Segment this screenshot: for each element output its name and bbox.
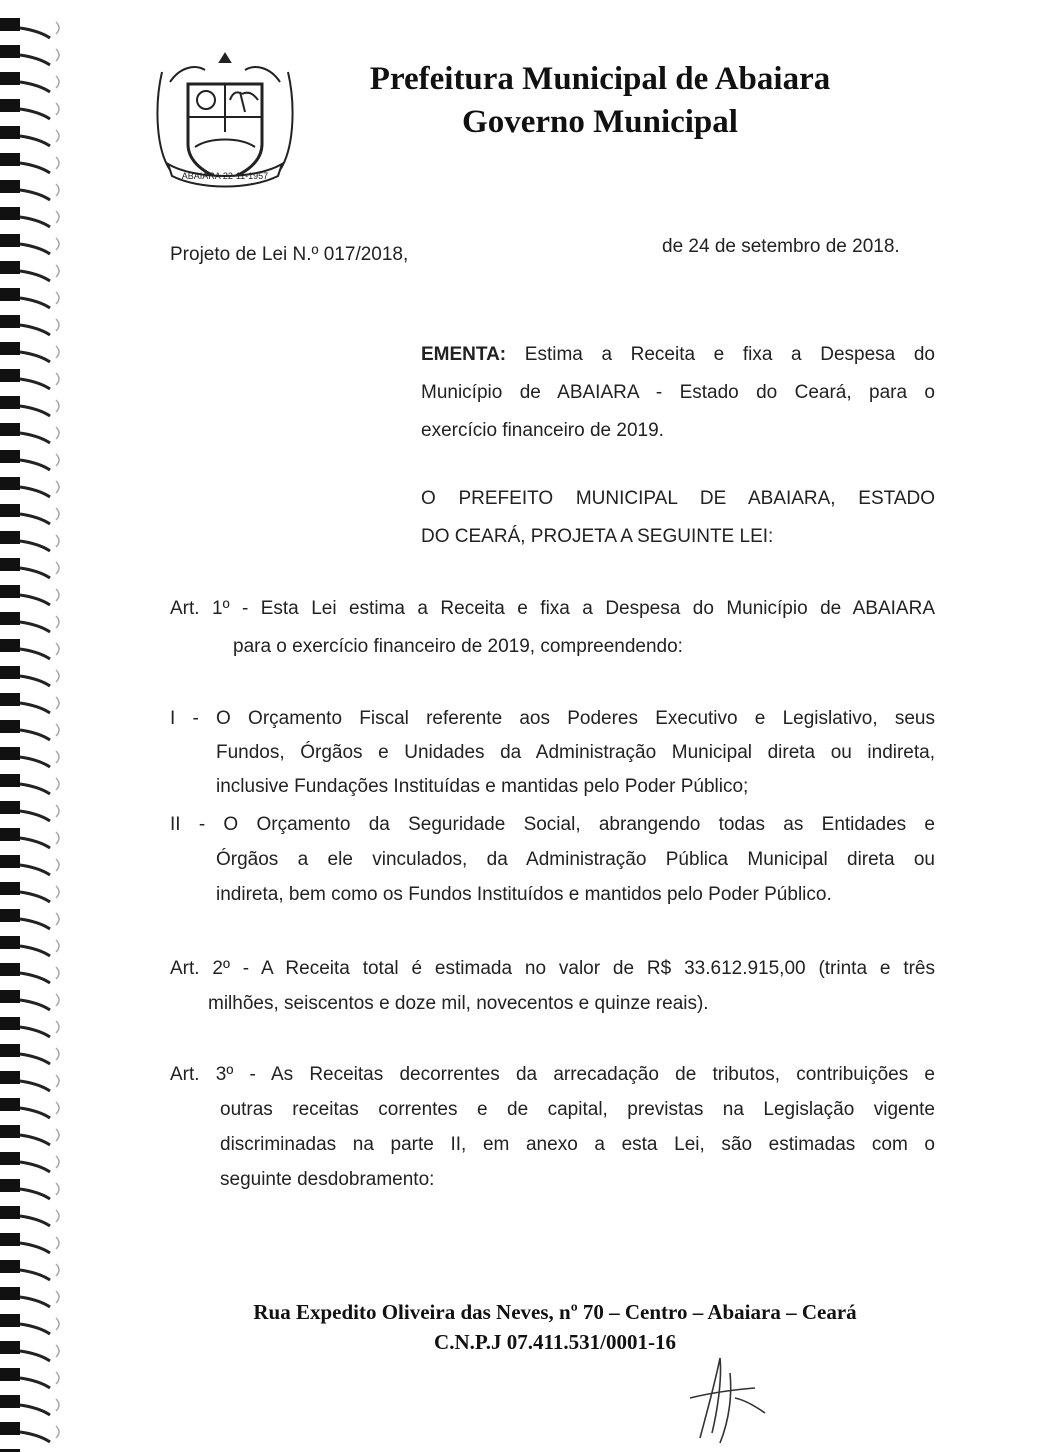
- government-subtitle: Governo Municipal: [462, 104, 738, 140]
- handwritten-signature: [660, 1338, 770, 1448]
- article-2-line: milhões, seiscentos e doze mil, novecentos e quinze reais).: [208, 993, 709, 1014]
- bill-date: de 24 de setembro de 2018.: [662, 236, 900, 257]
- article-1-line: para o exercício financeiro de 2019, compreendendo:: [233, 636, 683, 657]
- article-1-line: Art. 1º - Esta Lei estima a Receita e fixa a Despesa do Município de ABAIARA: [170, 598, 935, 619]
- item-ii-line: II - O Orçamento da Seguridade Social, abrangendo todas as Entidades e: [170, 814, 935, 835]
- ementa-text: Estima a Receita e fixa a Despesa do: [524, 344, 935, 365]
- item-i-line: inclusive Fundações Instituídas e mantidas pelo Poder Público;: [216, 776, 749, 797]
- item-ii-line: indireta, bem como os Fundos Instituídos e mantidos pelo Poder Público.: [216, 884, 832, 905]
- article-3-line: Art. 3º - As Receitas decorrentes da arrecadação de tributos, contribuições e: [170, 1064, 935, 1085]
- article-3-line: seguinte desdobramento:: [220, 1169, 435, 1190]
- article-3-line: outras receitas correntes e de capital, previstas na Legislação vigente: [220, 1099, 935, 1120]
- municipality-title: Prefeitura Municipal de Abaiara: [369, 61, 831, 97]
- footer-address: Rua Expedito Oliveira das Neves, nº 70 – Centro – Abaiara – Ceará: [253, 1300, 857, 1324]
- article-3-line: discriminadas na parte II, em anexo a esta Lei, são estimadas com o: [220, 1134, 935, 1155]
- ementa-line: Município de ABAIARA - Estado do Ceará, para o: [421, 382, 935, 403]
- preamble-line: O PREFEITO MUNICIPAL DE ABAIARA, ESTADO: [421, 488, 935, 509]
- footer-cnpj: C.N.P.J 07.411.531/0001-16: [434, 1330, 676, 1354]
- article-2-line: Art. 2º - A Receita total é estimada no valor de R$ 33.612.915,00 (trinta e três: [170, 958, 935, 979]
- item-i-line: Fundos, Órgãos e Unidades da Administração Municipal direta ou indireta,: [216, 742, 935, 763]
- ementa-line: exercício financeiro de 2019.: [421, 420, 664, 441]
- bill-number: Projeto de Lei N.º 017/2018,: [170, 244, 409, 265]
- emblem-ribbon-text: ABAIARA 22-11-1957: [181, 171, 269, 181]
- ementa-line: [421, 344, 935, 366]
- spiral-binding: [0, 0, 70, 1452]
- ementa-label: EMENTA:: [421, 344, 507, 365]
- municipal-coat-of-arms: [150, 52, 300, 192]
- item-ii-line: Órgãos a ele vinculados, da Administração Pública Municipal direta ou: [216, 849, 935, 870]
- letterhead: [300, 58, 900, 144]
- item-i-line: I - O Orçamento Fiscal referente aos Poderes Executivo e Legislativo, seus: [170, 708, 935, 729]
- preamble-line: DO CEARÁ, PROJETA A SEGUINTE LEI:: [421, 526, 774, 547]
